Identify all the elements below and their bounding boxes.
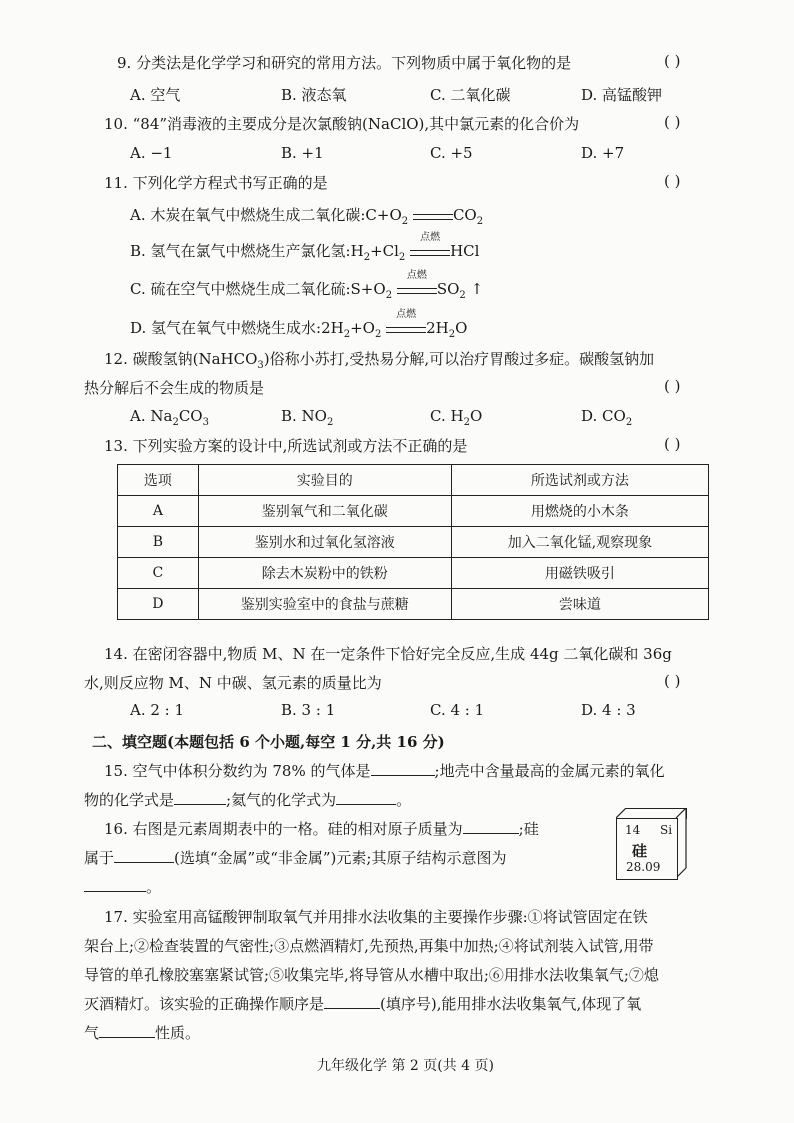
table-cell: 鉴别水和过氧化氢溶液 (198, 527, 451, 558)
header-option: 选项 (118, 465, 199, 496)
answer-blank[interactable] (371, 761, 435, 776)
q17-line3: 导管的单孔橡胶塞塞紧试管;⑤收集完毕,将导管从水槽中取出;⑥用排水法收集氧气;⑦熄 (84, 966, 659, 984)
header-method: 所选试剂或方法 (451, 465, 708, 496)
equal-sign (413, 208, 453, 220)
q16-line2 (84, 847, 506, 868)
q9-option-a: A. 空气 (130, 86, 181, 104)
q10-option-a: A. −1 (130, 144, 173, 162)
table-cell: B (118, 527, 199, 558)
q11-option-a-text: A. 木炭在氧气中燃烧生成二氧化碳:C+O (130, 206, 402, 224)
q15-line2 (84, 789, 411, 810)
element-symbol: Si (660, 823, 673, 837)
q11-option-b: B. 氢气在氯气中燃烧生产氯化氢$:H_2+Cl_2$ 点燃 HCl (130, 232, 480, 263)
atomic-mass: 28.09 (626, 860, 661, 874)
q14-option-b: B. 3 : 1 (281, 701, 336, 719)
q9-option-b: B. 液态氧 (281, 86, 347, 104)
q17-line1: 17. 实验室用高锰酸钾制取氧气并用排水法收集的主要操作步骤:①将试管固定在铁 (104, 908, 648, 926)
experiment-table (117, 464, 709, 620)
table-row (118, 527, 709, 558)
condition-equal-sign (386, 309, 426, 333)
q12-stem: 12. 碳酸氢钠(NaHCO$_3$)俗称小苏打,受热易分解,可以治疗胃酸过多症。碳酸氢钠加 (104, 350, 655, 371)
q9-stem: 9. 分类法是化学学习和研究的常用方法。下列物质中属于氧化物的是 (117, 54, 572, 72)
table-cell: 加入二氧化锰,观察现象 (451, 527, 708, 558)
q11-answer-paren: ( ) (664, 172, 681, 190)
q17-line4 (84, 993, 641, 1014)
q15-line1 (104, 760, 665, 781)
q17-part-d: 性质。 (155, 1024, 201, 1042)
q14-answer-paren: ( ) (664, 672, 681, 690)
answer-blank[interactable] (336, 790, 396, 805)
table-row (118, 558, 709, 589)
answer-blank[interactable] (324, 994, 380, 1009)
q11-option-c-text: C. 硫在空气中燃烧生成二氧化硫:S+O (130, 280, 386, 298)
condition-label: 点燃 (406, 270, 427, 281)
q16-part3: 属于 (84, 849, 115, 867)
q10-option-c: C. +5 (430, 144, 473, 162)
table-cell: D (118, 589, 199, 620)
table-cell: A (118, 496, 199, 527)
answer-blank[interactable] (114, 848, 174, 863)
q9-option-c: C. 二氧化碳 (430, 86, 511, 104)
q14-option-a: A. 2 : 1 (130, 701, 185, 719)
table-cell: 用燃烧的小木条 (451, 496, 708, 527)
q12-option-c: C. $H_2O$ (430, 407, 483, 428)
q17-part-b: (填序号),能用排水法收集氧气,体现了氧 (380, 995, 642, 1013)
q10-option-b: B. +1 (281, 144, 324, 162)
table-cell: 鉴别实验室中的食盐与蔗糖 (198, 589, 451, 620)
answer-blank[interactable] (84, 877, 146, 892)
table-header-row (118, 465, 709, 496)
answer-blank[interactable] (174, 790, 226, 805)
table-cell: 用磁铁吸引 (451, 558, 708, 589)
table-row (118, 496, 709, 527)
q11-option-b-text: B. 氢气在氯气中燃烧生产氯化氢:H (130, 242, 364, 260)
q16-part2: ;硅 (518, 820, 539, 838)
table-cell: C (118, 558, 199, 589)
q16-line1 (104, 818, 539, 839)
section-heading: 二、填空题(本题包括 6 个小题,每空 1 分,共 16 分) (92, 733, 445, 751)
q11-option-d-text: D. 氢气在氧气中燃烧生成水:2H (130, 319, 344, 337)
q11-option-c: C. 硫在空气中燃烧生成二氧化硫$:S+O_2$ 点燃 $SO_2$ ↑ (130, 270, 484, 301)
condition-label: 点燃 (396, 309, 417, 320)
q16-part5: 。 (146, 878, 162, 896)
q17-part-c: 气 (84, 1024, 100, 1042)
q15-part4: ;氦气的化学式为 (226, 791, 337, 809)
q11-stem: 11. 下列化学方程式书写正确的是 (104, 174, 328, 192)
q11-option-a: A. 木炭在氧气中燃烧生成二氧化碳$:C+O_2$ $CO_2$ (130, 206, 484, 227)
q10-option-d: D. +7 (581, 144, 625, 162)
q13-stem: 13. 下列实验方案的设计中,所选试剂或方法不正确的是 (104, 437, 468, 455)
q15-part2: ;地壳中含量最高的金属元素的氧化 (434, 762, 665, 780)
q15-part5: 。 (396, 791, 412, 809)
condition-label: 点燃 (420, 232, 441, 243)
q12-answer-paren: ( ) (664, 377, 681, 395)
q17-line2: 架台上;②检查装置的气密性;③点燃酒精灯,先预热,再集中加热;④将试剂装入试管,用带 (84, 937, 654, 955)
q17-line5 (84, 1022, 200, 1043)
q12-option-a: A. $Na_2CO_3$ (130, 407, 209, 428)
q16-part1: 16. 右图是元素周期表中的一格。硅的相对原子质量为 (104, 820, 463, 838)
condition-equal-sign (397, 270, 437, 294)
q11-option-d: D. 氢气在氧气中燃烧生成水$:2H_2+O_2$ 点燃 $2H_2O$ (130, 309, 468, 340)
table-cell: 尝味道 (451, 589, 708, 620)
q16-part4: (选填“金属”或“非金属”)元素;其原子结构示意图为 (174, 849, 507, 867)
q14-stem: 14. 在密闭容器中,物质 M、N 在一定条件下恰好完全反应,生成 44g 二氧化碳和 36g (104, 645, 672, 663)
q12-option-d: D. $CO_2$ (581, 407, 633, 428)
table-cell: 鉴别氧气和二氧化碳 (198, 496, 451, 527)
atomic-number: 14 (625, 823, 641, 837)
answer-blank[interactable] (463, 819, 519, 834)
q15-part3: 物的化学式是 (84, 791, 175, 809)
q16-line3 (84, 876, 161, 897)
q13-answer-paren: ( ) (664, 435, 681, 453)
q12-option-b: B. $NO_2$ (281, 407, 334, 428)
q12-stem-a: 12. 碳酸氢钠(NaHCO (104, 350, 258, 368)
condition-equal-sign (410, 232, 450, 256)
q9-option-d: D. 高锰酸钾 (581, 86, 663, 104)
q17-part-a: 灭酒精灯。该实验的正确操作顺序是 (84, 995, 325, 1013)
q14-line2: 水,则反应物 M、N 中碳、氢元素的质量比为 (84, 674, 382, 692)
q9-answer-paren: ( ) (664, 52, 681, 70)
answer-blank[interactable] (99, 1023, 155, 1038)
q10-stem: 10. “84”消毒液的主要成分是次氯酸钠(NaClO),其中氯元素的化合价为 (104, 115, 580, 133)
q12-stem-b: )俗称小苏打,受热易分解,可以治疗胃酸过多症。碳酸氢钠加 (263, 350, 655, 368)
q14-option-d: D. 4 : 3 (581, 701, 636, 719)
q12-line2: 热分解后不会生成的物质是 (84, 379, 265, 397)
table-cell: 除去木炭粉中的铁粉 (198, 558, 451, 589)
table-row (118, 589, 709, 620)
q14-option-c: C. 4 : 1 (430, 701, 485, 719)
header-purpose: 实验目的 (198, 465, 451, 496)
element-name: 硅 (632, 842, 648, 860)
q10-answer-paren: ( ) (664, 113, 681, 131)
page-footer: 九年级化学 第 2 页(共 4 页) (317, 1058, 494, 1074)
q15-part1: 15. 空气中体积分数约为 78% 的气体是 (104, 762, 371, 780)
